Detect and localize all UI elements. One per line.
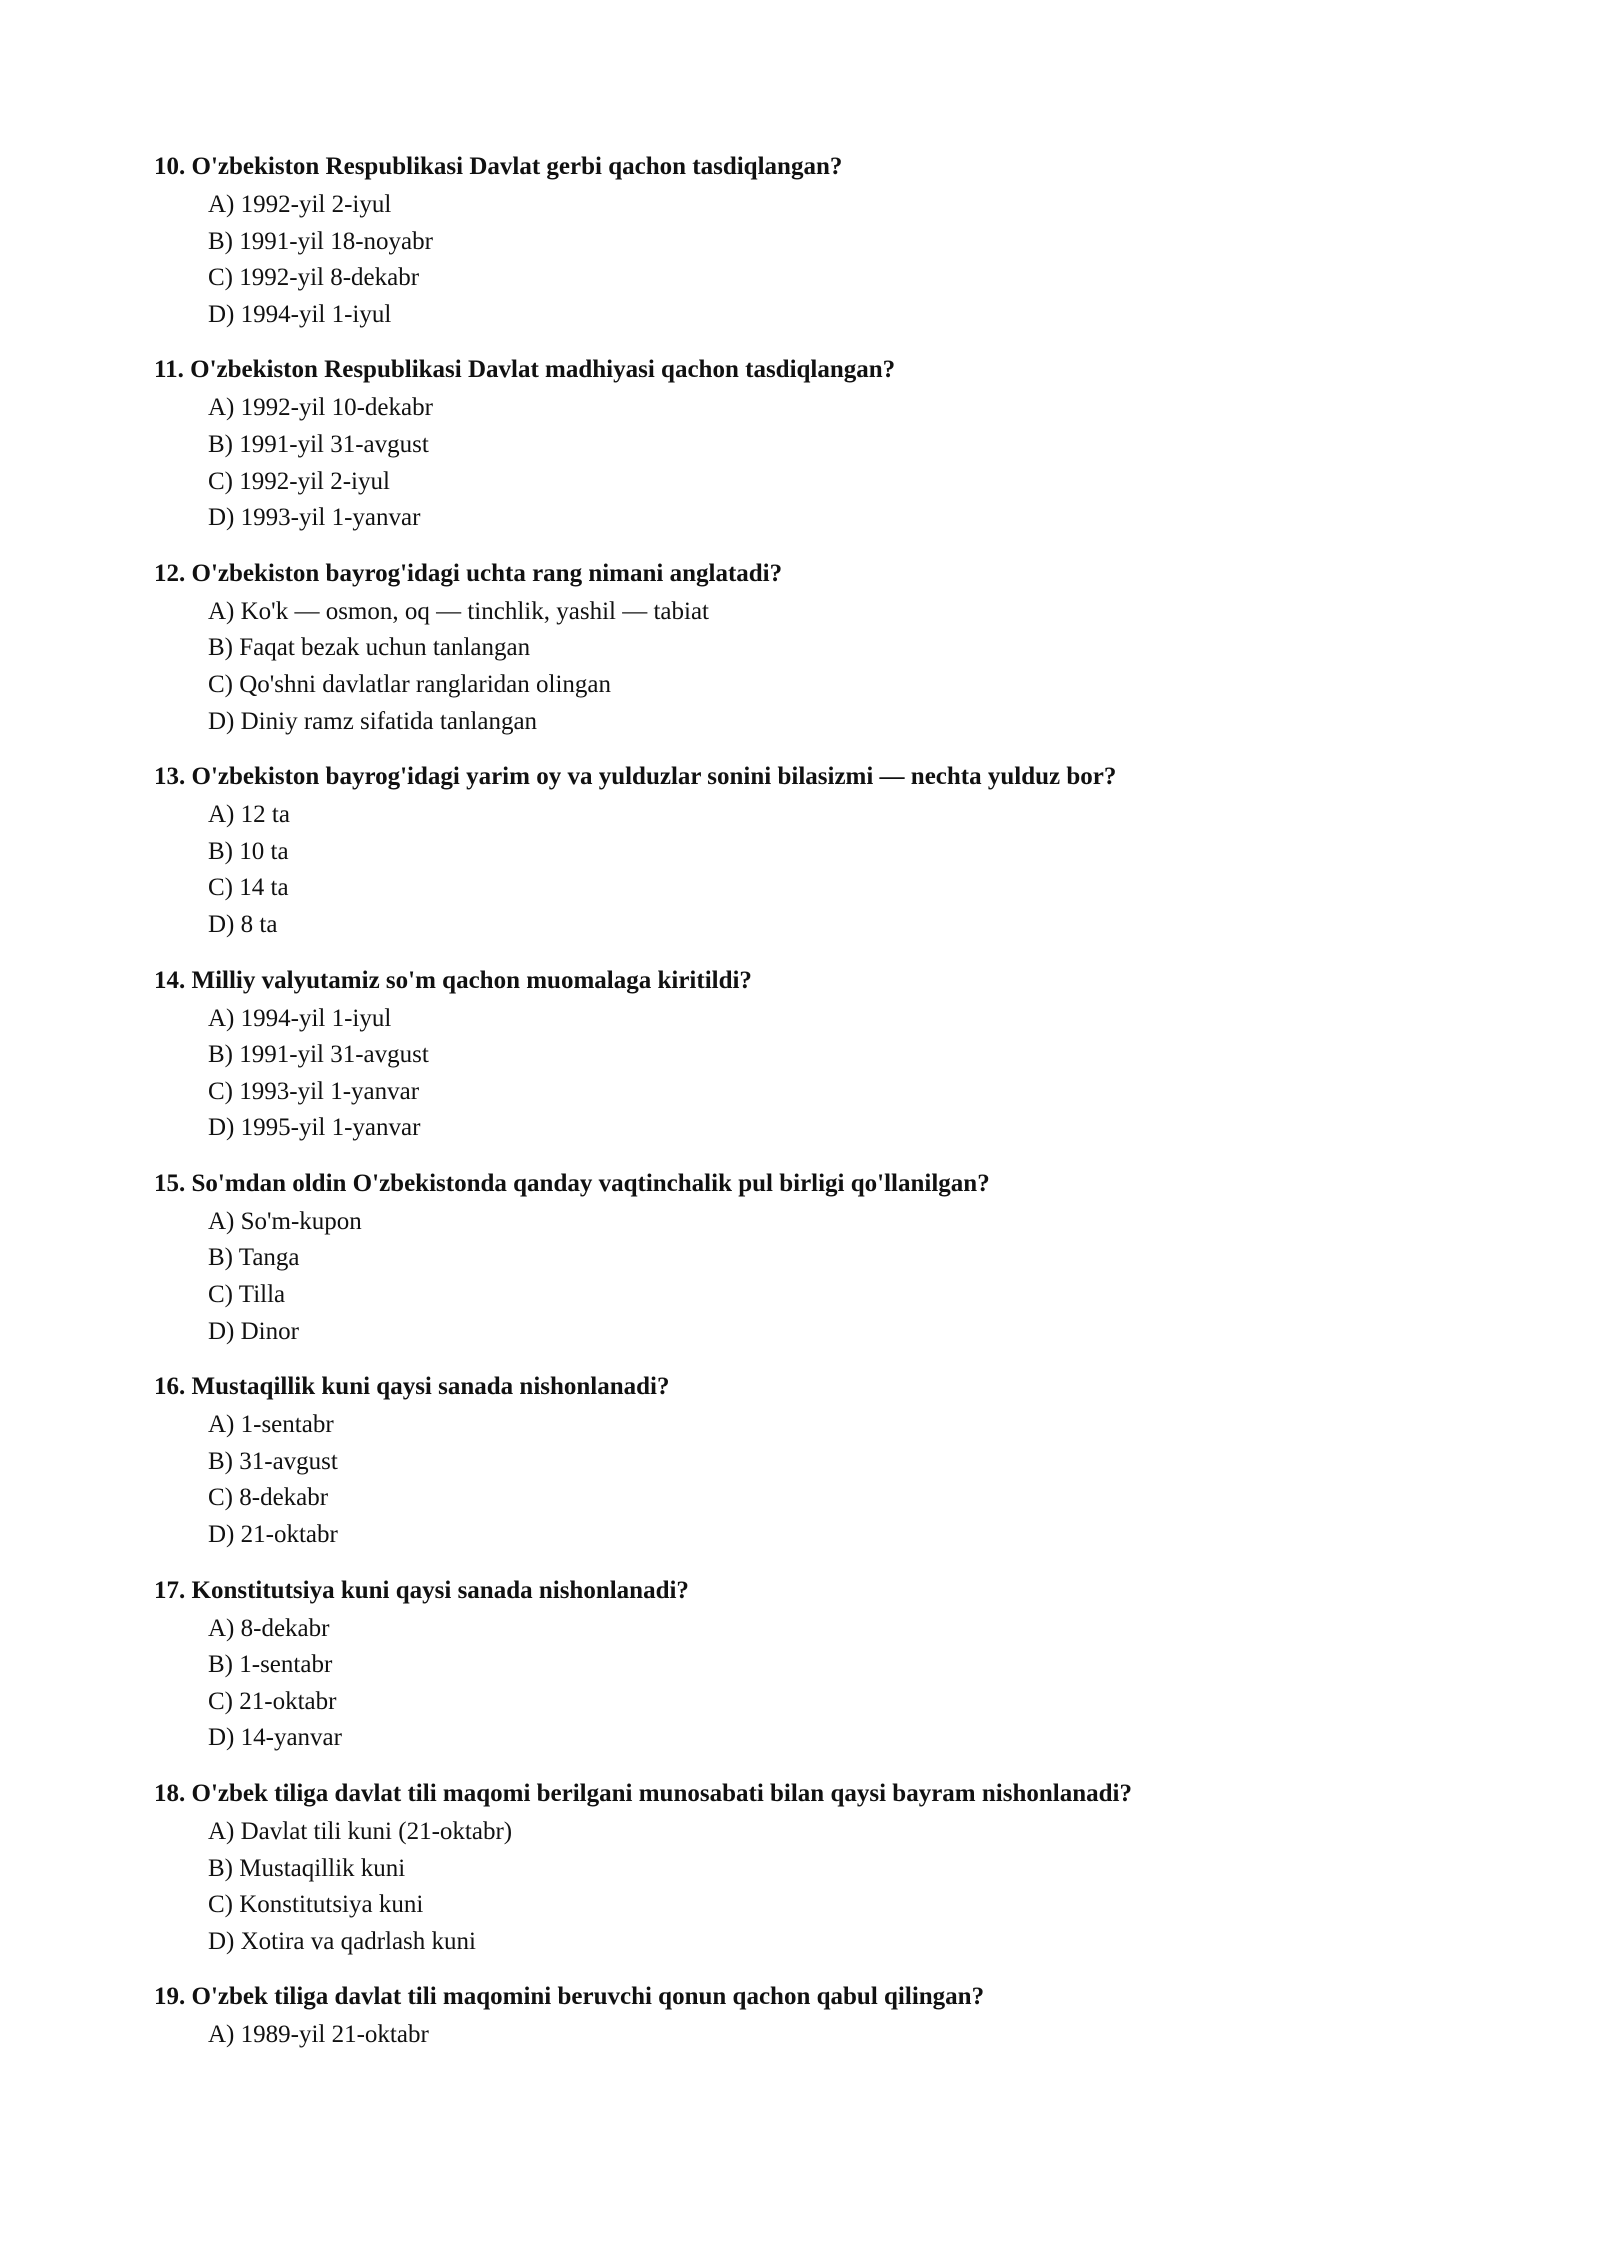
question-13	[154, 760, 1480, 943]
option-c: C) 1992-yil 8-dekabr	[208, 264, 420, 292]
option-d: D) Diniy ramz sifatida tanlangan	[208, 707, 538, 735]
question-18	[154, 1777, 1480, 1960]
answer-options	[154, 1001, 1480, 1147]
question-title: 17. Konstitutsiya kuni qaysi sanada nishonlanadi?	[154, 1576, 689, 1604]
question-15	[154, 1167, 1480, 1350]
option-a: A) So'm-kupon	[208, 1207, 362, 1235]
question-title: 19. O'zbek tiliga davlat tili maqomini beruvchi qonun qachon qabul qilingan?	[154, 1983, 985, 2011]
answer-options	[154, 390, 1480, 536]
option-a: A) 8-dekabr	[208, 1614, 330, 1642]
option-a: A) Ko'k — osmon, oq — tinchlik, yashil — tabiat	[208, 597, 709, 625]
question-11	[154, 353, 1480, 536]
option-b: B) 31-avgust	[208, 1447, 338, 1475]
question-title: 16. Mustaqillik kuni qaysi sanada nishonlanadi?	[154, 1373, 670, 1401]
option-d: D) 21-oktabr	[208, 1521, 338, 1549]
option-a: A) 1994-yil 1-iyul	[208, 1004, 392, 1032]
answer-options	[154, 1204, 1480, 1350]
answer-options	[154, 2017, 1480, 2054]
answer-options	[154, 1407, 1480, 1553]
option-b: B) 1-sentabr	[208, 1651, 333, 1679]
option-d: D) Dinor	[208, 1317, 299, 1345]
question-14	[154, 964, 1480, 1147]
option-b: B) 1991-yil 18-noyabr	[208, 227, 433, 255]
question-title: 13. O'zbekiston bayrog'idagi yarim oy va yulduzlar sonini bilasizmi — nechta yulduz bor?	[154, 763, 1117, 791]
answer-options	[154, 187, 1480, 333]
option-a: A) 1992-yil 2-iyul	[208, 191, 392, 218]
question-title: 10. O'zbekiston Respublikasi Davlat gerbi qachon tasdiqlangan?	[154, 153, 843, 180]
answer-options	[154, 594, 1480, 740]
option-d: D) 8 ta	[208, 910, 278, 938]
option-d: D) Xotira va qadrlash kuni	[208, 1927, 476, 1955]
question-12	[154, 557, 1480, 740]
option-d: D) 1995-yil 1-yanvar	[208, 1114, 421, 1142]
question-title: 18. O'zbek tiliga davlat tili maqomi berilgani munosabati bilan qaysi bayram nishonlanadi?	[154, 1780, 1132, 1807]
option-c: C) 21-oktabr	[208, 1687, 337, 1715]
question-19	[154, 1980, 1480, 2054]
option-b: B) Mustaqillik kuni	[208, 1854, 406, 1882]
option-b: B) Tanga	[208, 1244, 300, 1272]
question-17	[154, 1574, 1480, 1757]
option-a: A) 12 ta	[208, 801, 290, 829]
option-c: C) 8-dekabr	[208, 1484, 329, 1512]
option-a: A) 1-sentabr	[208, 1411, 334, 1439]
answer-options	[154, 1814, 1480, 1960]
option-a: A) 1989-yil 21-oktabr	[208, 2021, 429, 2049]
option-b: B) Faqat bezak uchun tanlangan	[208, 634, 531, 662]
question-title: 12. O'zbekiston bayrog'idagi uchta rang nimani anglatadi?	[154, 559, 783, 587]
option-d: D) 14-yanvar	[208, 1724, 342, 1752]
question-title: 15. So'mdan oldin O'zbekistonda qanday vaqtinchalik pul birligi qo'llanilgan?	[154, 1169, 990, 1197]
option-c: C) 1993-yil 1-yanvar	[208, 1077, 420, 1105]
option-d: D) 1993-yil 1-yanvar	[208, 504, 421, 532]
option-a: A) Davlat tili kuni (21-oktabr)	[208, 1818, 513, 1845]
question-title: 11. O'zbekiston Respublikasi Davlat madhiyasi qachon tasdiqlangan?	[154, 356, 896, 384]
question-16	[154, 1370, 1480, 1553]
question-10	[154, 150, 1480, 333]
option-a: A) 1992-yil 10-dekabr	[208, 394, 433, 422]
option-d: D) 1994-yil 1-iyul	[208, 300, 392, 328]
option-c: C) 1992-yil 2-iyul	[208, 467, 390, 495]
answer-options	[154, 1611, 1480, 1757]
option-c: C) Qo'shni davlatlar ranglaridan olingan	[208, 670, 612, 698]
option-c: C) Tilla	[208, 1281, 286, 1309]
answer-options	[154, 797, 1480, 943]
option-b: B) 1991-yil 31-avgust	[208, 430, 429, 458]
option-c: C) Konstitutsiya kuni	[208, 1891, 424, 1919]
option-c: C) 14 ta	[208, 874, 289, 902]
question-title: 14. Milliy valyutamiz so'm qachon muomalaga kiritildi?	[154, 966, 752, 994]
option-b: B) 10 ta	[208, 837, 289, 865]
option-b: B) 1991-yil 31-avgust	[208, 1041, 429, 1069]
